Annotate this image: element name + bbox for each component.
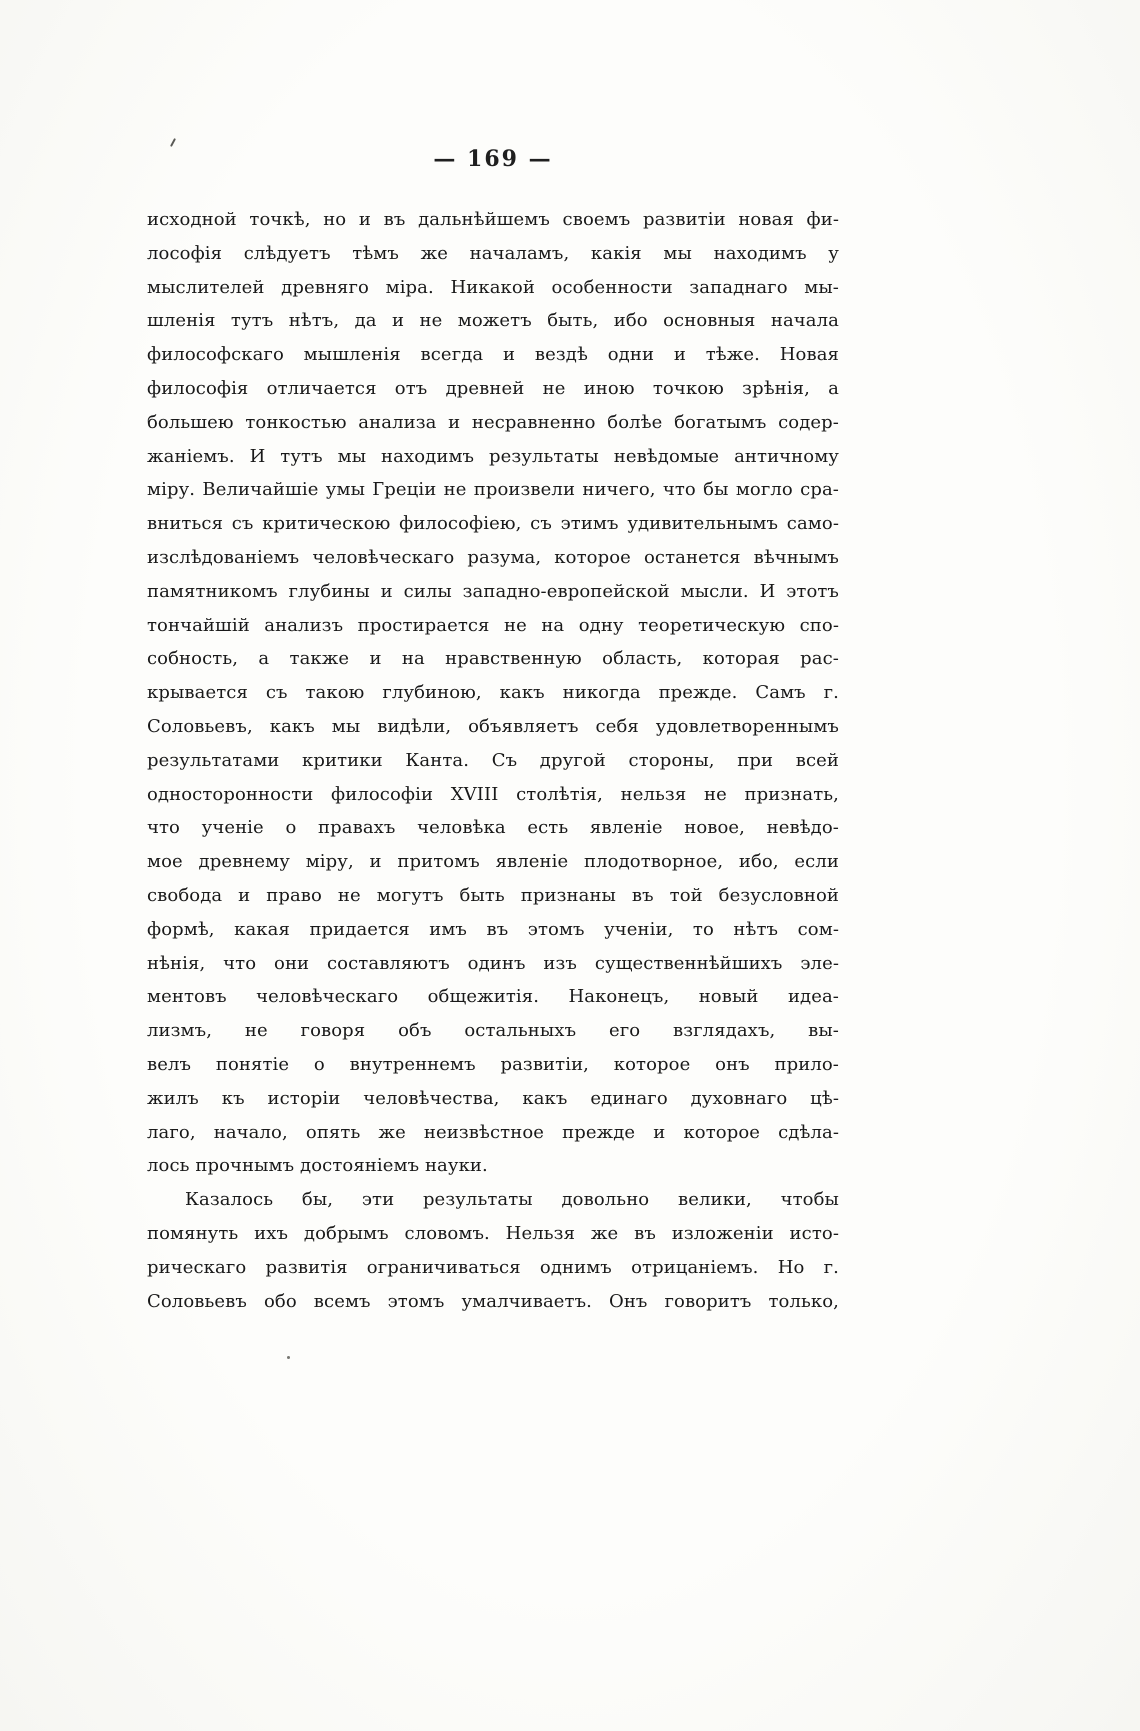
text-line: крывается съ такою глубиною, какъ никогда прежде. Самъ г. — [147, 682, 839, 704]
text-line: изслѣдованіемъ человѣческаго разума, которое останется вѣчнымъ — [147, 546, 839, 568]
text-line: шленія тутъ нѣтъ, да и не можетъ быть, ибо основныя начала — [147, 310, 839, 332]
text-line: жилъ къ исторіи человѣчества, какъ единаго духовнаго цѣ- — [147, 1087, 839, 1109]
text-line: лизмъ, не говоря объ остальныхъ его взглядахъ, вы- — [147, 1020, 839, 1042]
text-line: результатами критики Канта. Съ другой стороны, при всей — [147, 749, 839, 771]
text-line: Казалось бы, эти результаты довольно велики, чтобы — [185, 1189, 839, 1211]
text-line: лософія слѣдуетъ тѣмъ же началамъ, какія мы находимъ у — [147, 242, 839, 264]
text-line: вниться съ критическою философіею, съ этимъ удивительнымъ само- — [147, 513, 839, 535]
text-line: мыслителей древняго міра. Никакой особенности западнаго мы- — [147, 276, 839, 298]
text-line: помянуть ихъ добрымъ словомъ. Нельзя же въ изложеніи исто- — [147, 1222, 839, 1244]
text-line: тончайшій анализъ простирается не на одну теоретическую спо- — [147, 614, 839, 636]
text-line: жаніемъ. И тутъ мы находимъ результаты невѣдомые античному — [147, 445, 839, 467]
text-line: мое древнему міру, и притомъ явленіе плодотворное, ибо, если — [147, 851, 839, 873]
text-line: Соловьевъ обо всемъ этомъ умалчиваетъ. Онъ говоритъ только, — [147, 1290, 839, 1312]
text-line: философскаго мышленія всегда и вездѣ одни и тѣже. Новая — [147, 344, 839, 366]
text-line: велъ понятіе о внутреннемъ развитіи, которое онъ прило- — [147, 1053, 839, 1075]
scan-speck — [287, 1356, 290, 1359]
text-line: нѣнія, что они составляютъ одинъ изъ существеннѣйшихъ эле- — [147, 952, 839, 974]
text-line: односторонности философіи XVIII столѣтія, нельзя не признать, — [147, 783, 839, 805]
text-line: философія отличается отъ древней не иною точкою зрѣнія, а — [147, 377, 839, 399]
text-line: памятникомъ глубины и силы западно-европейской мысли. И этотъ — [147, 580, 839, 602]
text-line: Соловьевъ, какъ мы видѣли, объявляетъ себя удовлетвореннымъ — [147, 715, 839, 737]
text-line: лаго, начало, опять же неизвѣстное прежде и которое сдѣла- — [147, 1121, 839, 1143]
text-line: формѣ, какая придается имъ въ этомъ ученіи, то нѣтъ сом- — [147, 918, 839, 940]
text-line: міру. Величайшіе умы Греціи не произвели ничего, что бы могло сра- — [147, 479, 839, 501]
text-line: ментовъ человѣческаго общежитія. Наконецъ, новый идеа- — [147, 986, 839, 1008]
text-line: свобода и право не могутъ быть признаны въ той безусловной — [147, 884, 839, 906]
text-block — [147, 203, 839, 1318]
text-line: большею тонкостью анализа и несравненно болѣе богатымъ содер- — [147, 411, 839, 433]
text-line: исходной точкѣ, но и въ дальнѣйшемъ своемъ развитіи новая фи- — [147, 209, 839, 230]
text-line: лось прочнымъ достояніемъ науки. — [147, 1155, 488, 1177]
page-number: — 169 — — [433, 146, 553, 172]
text-line: рическаго развитія ограничиваться однимъ отрицаніемъ. Но г. — [147, 1256, 839, 1278]
text-line: собность, а также и на нравственную область, которая рас- — [147, 648, 839, 670]
text-line: что ученіе о правахъ человѣка есть явленіе новое, невѣдо- — [147, 817, 839, 839]
